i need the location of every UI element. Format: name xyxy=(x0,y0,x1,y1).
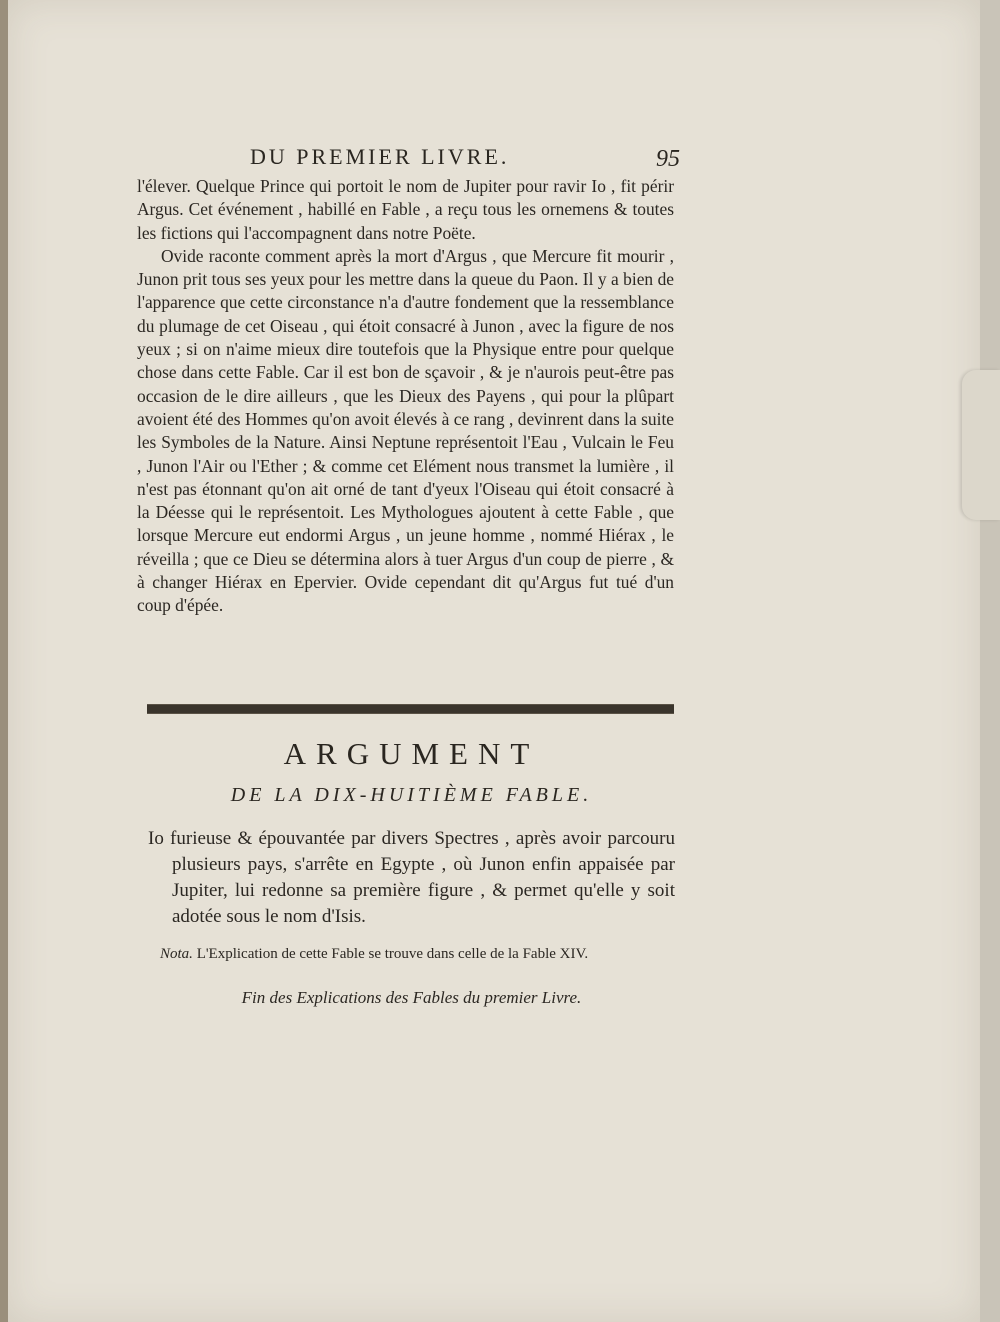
main-text xyxy=(137,175,674,618)
page-header xyxy=(250,144,680,174)
argument-subtitle: DE LA DIX-HUITIÈME FABLE. xyxy=(230,784,593,806)
page-number: 95 xyxy=(656,146,680,172)
nota-label: Nota. xyxy=(160,946,193,962)
argument-text xyxy=(148,826,675,930)
running-title: DU PREMIER LIVRE. xyxy=(250,144,510,169)
page-edge xyxy=(0,0,8,1322)
nota xyxy=(160,946,680,963)
argument-title: ARGUMENT xyxy=(283,736,540,771)
closing-line: Fin des Explications des Fables du premier Livre. xyxy=(241,988,582,1007)
paragraph: l'élever. Quelque Prince qui portoit le nom de Jupiter pour ravir Io , fit périr Argus. Cet événement , habillé en Fable , a reçu tous les ornemens & toutes les fictions qui l'accompagnent dans notre Poëte. xyxy=(137,176,674,243)
argument-paragraph: Io furieuse & épouvantée par divers Spectres , après avoir parcouru plusieurs pays, s'arrête en Egypte , où Junon enfin appaisée par Jupiter, lui redonne sa première figure , & permet qu'elle y soit adotée sous le nom d'Isis. xyxy=(148,828,675,927)
paragraph: Ovide raconte comment après la mort d'Argus , que Mercure fit mourir , Junon prit tous ses yeux pour les mettre dans la queue du Paon. Il y a bien de l'apparence que cette circonstance n'a d'autre fondement que la ressemblance du plumage de cet Oiseau , qui étoit consacré à Junon , avec la figure de nos yeux ; si on n'aime mieux dire toutefois que la Physique entre pour quelque chose dans cette Fable. Car il est bon de sçavoir , & je n'aurois peut-être pas occasion de le dire ailleurs , que les Dieux des Payens , qui pour la plûpart avoient été des Hommes qu'on avoit élevés à ce rang , devinrent dans la suite les Symboles de la Nature. Ainsi Neptune représentoit l'Eau , Vulcain le Feu , Junon l'Air ou l'Ether ; & comme cet Elément nous transmet la lumière , il n'est pas étonnant qu'on ait orné de tant d'yeux l'Oiseau qui étoit consacré à la Déesse qui le représentoit. Les Mythologues ajoutent à cette Fable , que lorsque Mercure eut endormi Argus , un jeune homme , nommé Hiérax , le réveilla ; que ce Dieu se détermina alors à tuer Argus d'un coup de pierre , & à changer Hiérax en Epervier. Ovide cependant dit qu'Argus fut tué d'un coup d'épée. xyxy=(137,245,674,616)
section-divider xyxy=(147,704,674,714)
page-tab xyxy=(962,370,1000,520)
nota-text: L'Explication de cette Fable se trouve dans celle de la Fable XIV. xyxy=(196,946,589,962)
